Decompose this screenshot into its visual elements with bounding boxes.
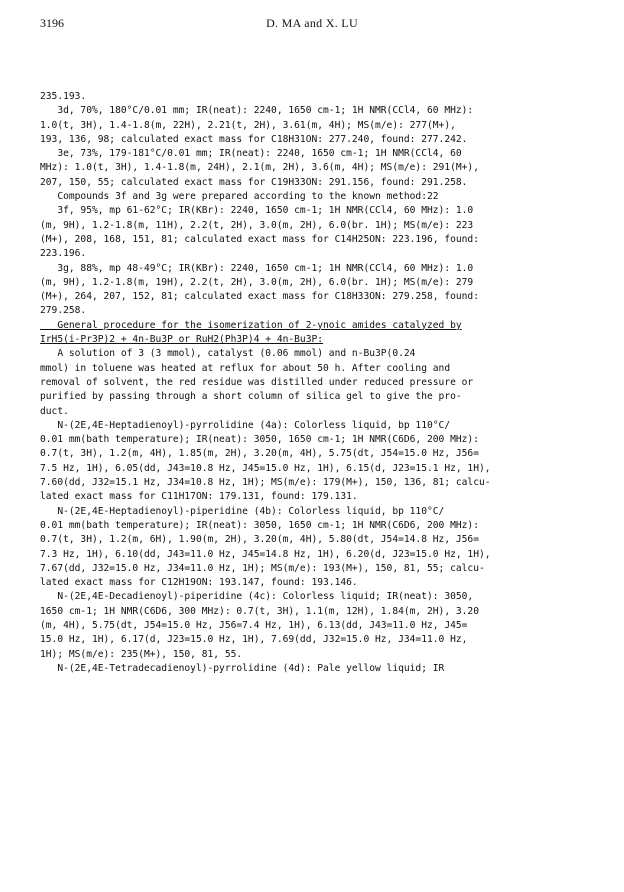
text-line: 15.0 Hz, 1H), 6.17(d, J23=15.0 Hz, 1H), 7.69(dd, J32=15.0 Hz, J34=11.0 Hz, (40, 634, 468, 646)
text-line: MHz): 1.0(t, 3H), 1.4-1.8(m, 24H), 2.1(m, 2H), 3.6(m, 4H); MS(m/e): 291(M+), (40, 162, 479, 174)
page-number: 3196 (40, 16, 64, 30)
text-line: 235.193. (40, 91, 87, 102)
text-line: 279.258. (40, 305, 87, 317)
text-line: removal of solvent, the red residue was distilled under reduced pressure or (40, 376, 474, 388)
text-line: 0.01 mm(bath temperature); IR(neat): 3050, 1650 cm-1; 1H NMR(C6D6, 200 MHz): (40, 519, 479, 531)
text-line: A solution of 3 (3 mmol), catalyst (0.06 mmol) and n-Bu3P(0.24 (40, 348, 416, 360)
text-line: 0.7(t, 3H), 1.2(m, 4H), 1.85(m, 2H), 3.20(m, 4H), 5.75(dt, J54=15.0 Hz, J56= (40, 448, 479, 460)
text-line: (M+), 264, 207, 152, 81; calculated exact mass for C18H33ON: 279.258, found: (40, 291, 479, 303)
text-line: 3g, 88%, mp 48-49°C; IR(KBr): 2240, 1650 cm-1; 1H NMR(CCl4, 60 MHz): 1.0 (40, 262, 474, 274)
text-line: 0.7(t, 3H), 1.2(m, 6H), 1.90(m, 2H), 3.20(m, 4H), 5.80(dt, J54=14.8 Hz, J56= (40, 534, 479, 546)
text-line: 7.67(dd, J32=15.0 Hz, J34=11.0 Hz, 1H); MS(m/e): 193(M+), 150, 81, 55; calcu- (40, 562, 485, 574)
text-line: 7.5 Hz, 1H), 6.05(dd, J43=10.8 Hz, J45=15.0 Hz, 1H), 6.15(d, J23=15.1 Hz, 1H), (40, 462, 491, 474)
text-line: 1650 cm-1; 1H NMR(C6D6, 300 MHz): 0.7(t, 3H), 1.1(m, 12H), 1.84(m, 2H), 3.20 (40, 605, 479, 617)
text-line: 223.196. (40, 248, 87, 260)
text-line: Compounds 3f and 3g were prepared according to the known method:22 (40, 191, 439, 203)
text-line: (m, 4H), 5.75(dt, J54=15.0 Hz, J56=7.4 Hz, 1H), 6.13(dd, J43=11.0 Hz, J45= (40, 619, 468, 631)
text-line: 0.01 mm(bath temperature); IR(neat): 3050, 1650 cm-1; 1H NMR(C6D6, 200 MHz): (40, 434, 479, 446)
text-line: 7.3 Hz, 1H), 6.10(dd, J43=11.0 Hz, J45=14.8 Hz, 1H), 6.20(d, J23=15.0 Hz, 1H), (40, 548, 491, 560)
text-line: lated exact mass for C11H17ON: 179.131, found: 179.131. (40, 491, 358, 503)
text-line: N-(2E,4E-Decadienoyl)-piperidine (4c): Colorless liquid; IR(neat): 3050, (40, 591, 474, 603)
text-line: N-(2E,4E-Tetradecadienoyl)-pyrrolidine (4d): Pale yellow liquid; IR (40, 662, 445, 674)
text-line: (m, 9H), 1.2-1.8(m, 11H), 2.2(t, 2H), 3.0(m, 2H), 6.0(br. 1H); MS(m/e): 223 (40, 219, 474, 231)
text-line: (m, 9H), 1.2-1.8(m, 19H), 2.2(t, 2H), 3.0(m, 2H), 6.0(br. 1H); MS(m/e): 279 (40, 276, 474, 288)
text-line: 1H); MS(m/e): 235(M+), 150, 81, 55. (40, 648, 243, 660)
text-line: 193, 136, 98; calculated exact mass for C18H31ON: 277.240, found: 277.242. (40, 133, 468, 145)
text-line: lated exact mass for C12H19ON: 193.147, found: 193.146. (40, 577, 358, 589)
text-line: purified by passing through a short column of silica gel to give the pro- (40, 391, 462, 403)
procedure-heading: IrH5(i-Pr3P)2 + 4n-Bu3P or RuH2(Ph3P)4 + 4n-Bu3P: (40, 334, 324, 346)
text-line: mmol) in toluene was heated at reflux for about 50 h. After cooling and (40, 362, 451, 374)
text-line: 1.0(t, 3H), 1.4-1.8(m, 22H), 2.21(t, 2H), 3.61(m, 4H); MS(m/e): 277(M+), (40, 119, 456, 131)
text-line: N-(2E,4E-Heptadienoyl)-pyrrolidine (4a): Colorless liquid, bp 110°C/ (40, 419, 451, 431)
article-body (40, 90, 598, 676)
text-line: 7.60(dd, J32=15.1 Hz, J34=10.8 Hz, 1H); MS(m/e): 179(M+), 150, 136, 81; calcu- (40, 477, 491, 489)
text-line: (M+), 208, 168, 151, 81; calculated exact mass for C14H25ON: 223.196, found: (40, 233, 479, 245)
text-line: 3e, 73%, 179-181°C/0.01 mm; IR(neat): 2240, 1650 cm-1; 1H NMR(CCl4, 60 (40, 148, 462, 160)
text-line: 3d, 70%, 180°C/0.01 mm; IR(neat): 2240, 1650 cm-1; 1H NMR(CCl4, 60 MHz): (40, 105, 474, 117)
text-line: duct. (40, 405, 69, 417)
page-header (40, 16, 584, 34)
text-line: 3f, 95%, mp 61-62°C; IR(KBr): 2240, 1650 cm-1; 1H NMR(CCl4, 60 MHz): 1.0 (40, 205, 474, 217)
text-line: N-(2E,4E-Heptadienoyl)-piperidine (4b): Colorless liquid, bp 110°C/ (40, 505, 445, 517)
text-line: 207, 150, 55; calculated exact mass for C19H33ON: 291.156, found: 291.258. (40, 176, 468, 188)
procedure-heading: General procedure for the isomerization of 2-ynoic amides catalyzed by (40, 319, 462, 331)
running-head-authors: D. MA and X. LU (266, 16, 358, 30)
